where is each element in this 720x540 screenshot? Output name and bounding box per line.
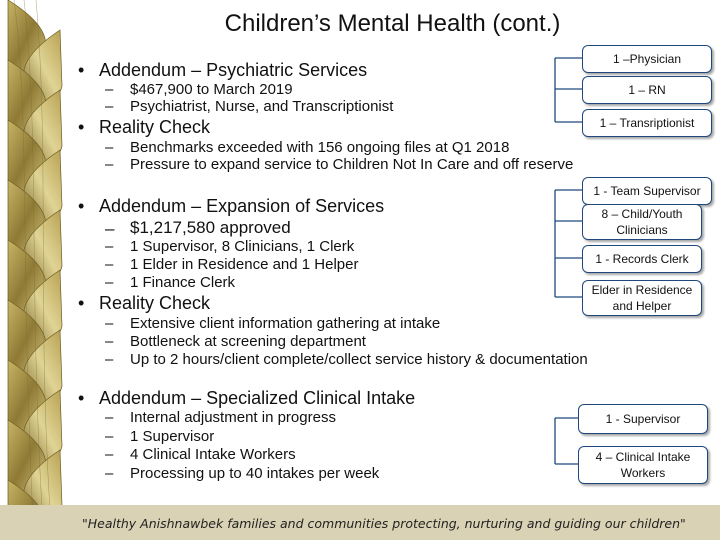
dash-icon: – (105, 238, 114, 255)
page-title: Children’s Mental Health (cont.) (224, 10, 561, 37)
list-item: Extensive client information gathering at intake (130, 315, 441, 332)
section-heading: Reality Check (99, 293, 211, 313)
bullet-icon: • (78, 117, 85, 137)
list-item: 1 Finance Clerk (130, 274, 236, 291)
section-heading: Addendum – Specialized Clinical Intake (99, 388, 416, 408)
dash-icon: – (105, 333, 114, 350)
bullet-icon: • (78, 196, 85, 216)
section-heading: Addendum – Psychiatric Services (99, 60, 368, 80)
bullet-icon: • (78, 60, 85, 80)
dash-icon: – (105, 139, 114, 156)
staff-box-rn: 1 – RN (582, 76, 712, 104)
section-heading: Addendum – Expansion of Services (99, 196, 385, 216)
dash-icon: – (105, 256, 114, 273)
dash-icon: – (105, 446, 114, 463)
staff-box-elder-helper: Elder in Residence and Helper (582, 280, 702, 316)
bullet-icon: • (78, 293, 85, 313)
list-item: Psychiatrist, Nurse, and Transcriptionist (130, 98, 394, 115)
list-item: 1 Supervisor (130, 428, 215, 445)
dash-icon: – (105, 409, 114, 426)
dash-icon: – (105, 98, 114, 115)
staff-box-intake-supervisor: 1 - Supervisor (578, 404, 708, 434)
list-item: Processing up to 40 intakes per week (130, 465, 380, 482)
list-item: Benchmarks exceeded with 156 ongoing files at Q1 2018 (130, 139, 510, 156)
footer-motto: "Healthy Anishnawbek families and communities protecting, nurturing and guiding our children" (82, 516, 686, 531)
list-item: Up to 2 hours/client complete/collect service history & documentation (130, 351, 588, 368)
list-item: Internal adjustment in progress (130, 409, 336, 426)
dash-icon: – (105, 351, 114, 368)
staff-box-transcriptionist: 1 – Transriptionist (582, 109, 712, 137)
list-item: $467,900 to March 2019 (130, 81, 293, 98)
staff-box-clinicians: 8 – Child/Youth Clinicians (582, 204, 702, 240)
list-item: 1 Elder in Residence and 1 Helper (130, 256, 359, 273)
staff-box-physician: 1 –Physician (582, 45, 712, 73)
list-item: 1 Supervisor, 8 Clinicians, 1 Clerk (130, 238, 355, 255)
dash-icon: – (105, 315, 114, 332)
dash-icon: – (105, 274, 114, 291)
list-item: $1,217,580 approved (130, 218, 291, 237)
staff-box-team-supervisor: 1 - Team Supervisor (582, 177, 712, 205)
section-heading: Reality Check (99, 117, 211, 137)
list-item: 4 Clinical Intake Workers (130, 446, 296, 463)
dash-icon: – (105, 465, 114, 482)
dash-icon: – (105, 219, 115, 238)
staff-box-records-clerk: 1 - Records Clerk (582, 245, 702, 273)
staff-box-intake-workers: 4 – Clinical Intake Workers (578, 446, 708, 484)
dash-icon: – (105, 428, 114, 445)
list-item: Pressure to expand service to Children Not In Care and off reserve (130, 156, 574, 173)
bullet-icon: • (78, 388, 85, 408)
dash-icon: – (105, 156, 114, 173)
list-item: Bottleneck at screening department (130, 333, 366, 350)
dash-icon: – (105, 81, 114, 98)
